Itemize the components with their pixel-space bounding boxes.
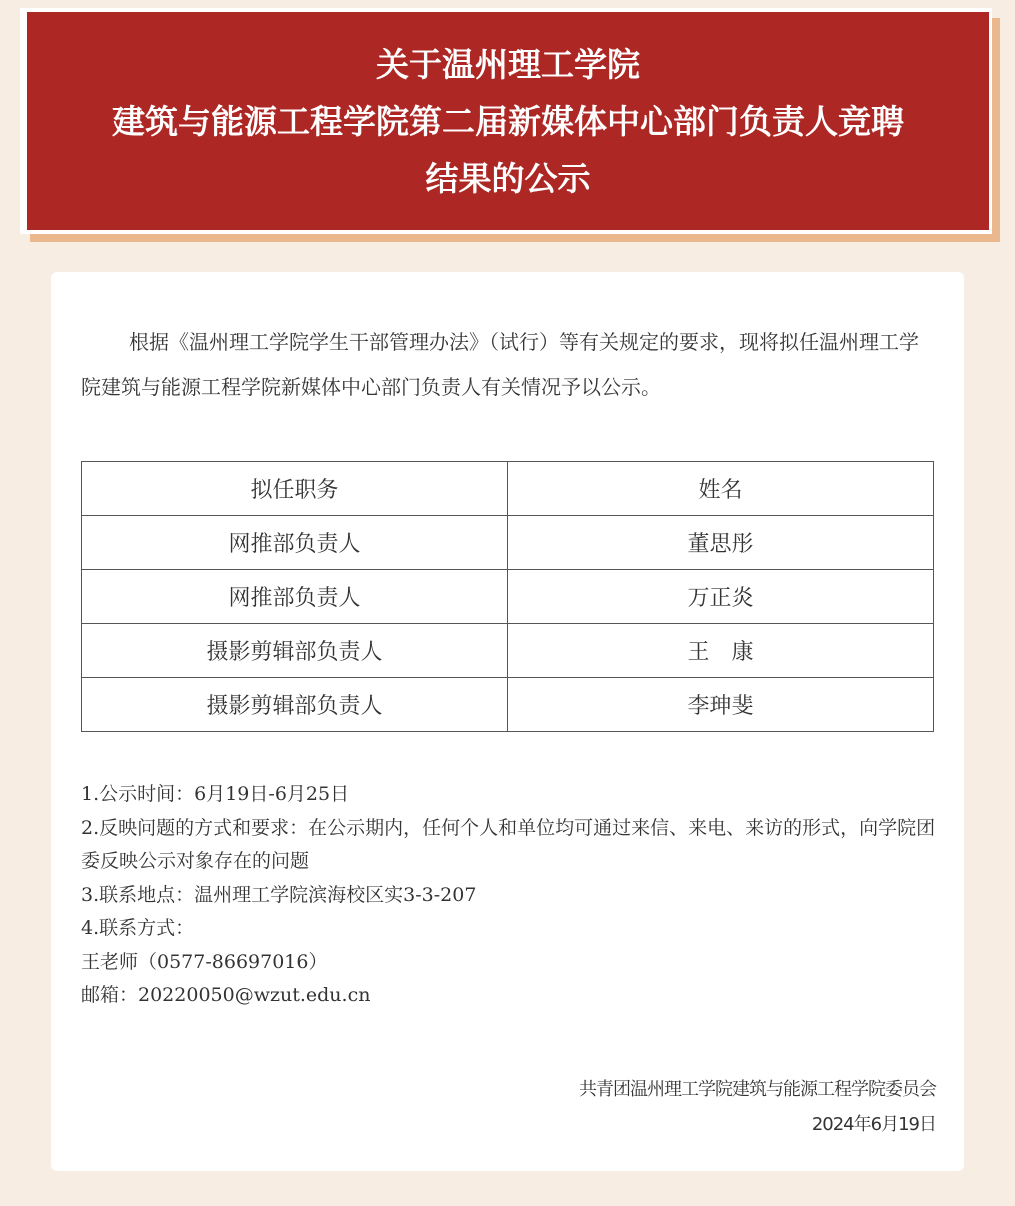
name-cell: 王 康 <box>508 624 934 678</box>
title-line-3: 结果的公示 <box>425 158 591 198</box>
signature-org: 共青团温州理工学院建筑与能源工程学院委员会 <box>579 1079 936 1100</box>
position-cell: 摄影剪辑部负责人 <box>82 624 508 678</box>
column-header-name: 姓名 <box>508 462 934 516</box>
header-banner <box>20 8 1000 242</box>
title-line-1: 关于温州理工学院 <box>376 44 640 84</box>
header-frame <box>20 8 992 234</box>
table-row <box>82 570 934 624</box>
table-row <box>82 516 934 570</box>
notice-notes <box>81 778 941 1013</box>
note-contact-email: 邮箱：20220050@wzut.edu.cn <box>81 984 371 1006</box>
signature-block <box>579 1072 936 1142</box>
note-publicity-period: 1.公示时间：6月19日-6月25日 <box>81 783 350 805</box>
note-contact-phone: 王老师（0577-86697016） <box>81 950 328 973</box>
position-cell: 摄影剪辑部负责人 <box>82 678 508 732</box>
table-header-row <box>82 462 934 516</box>
signature-date: 2024年6月19日 <box>811 1114 936 1135</box>
name-cell: 李珅斐 <box>508 678 934 732</box>
position-cell: 网推部负责人 <box>82 516 508 570</box>
content-card <box>51 272 964 1171</box>
note-contact-method: 4.联系方式： <box>81 917 195 939</box>
name-cell: 万正炎 <box>508 570 934 624</box>
table-row <box>82 678 934 732</box>
results-table <box>81 461 934 732</box>
position-cell: 网推部负责人 <box>82 570 508 624</box>
intro-paragraph: 根据《温州理工学院学生干部管理办法》（试行）等有关规定的要求，现将拟任温州理工学院建筑与能源工程学院新媒体中心部门负责人有关情况予以公示。 <box>81 330 919 399</box>
column-header-position: 拟任职务 <box>82 462 508 516</box>
name-cell: 董思彤 <box>508 516 934 570</box>
title-line-2: 建筑与能源工程学院第二届新媒体中心部门负责人竞聘 <box>112 101 904 141</box>
note-contact-location: 3.联系地点：温州理工学院滨海校区实3-3-207 <box>81 883 477 906</box>
note-feedback-method: 2.反映问题的方式和要求：在公示期内，任何个人和单位均可通过来信、来电、来访的形式，向学院团委反映公示对象存在的问题 <box>81 816 936 872</box>
table-row <box>82 624 934 678</box>
header-title-block <box>27 12 989 230</box>
